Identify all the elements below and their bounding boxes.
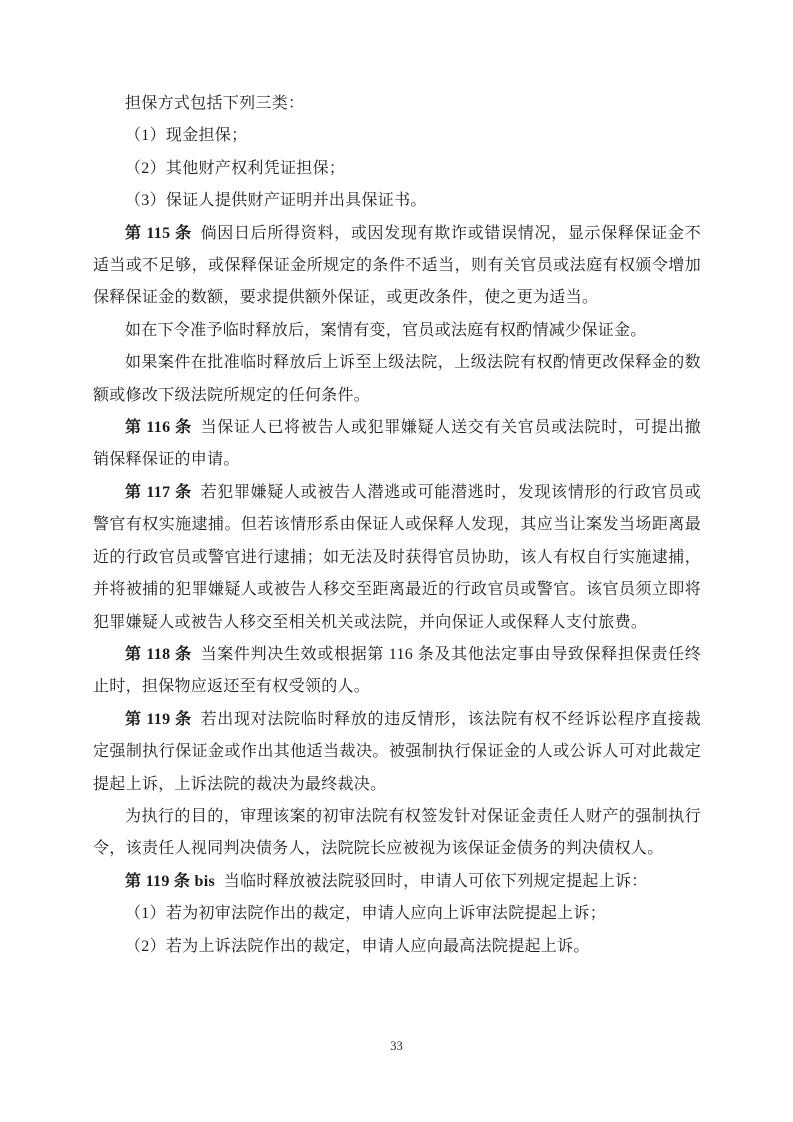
- paragraph: 如在下令准予临时释放后，案情有变，官员或法庭有权酌情减少保证金。: [125, 321, 647, 339]
- article-number: 第 116 条: [125, 419, 192, 437]
- article-text: 倘因日后所得资料，或因发现有欺诈或错误情况，显示保释保证金不适当或不足够，或保释保证金所规定的条件不适当，则有关官员或法庭有权颁令增加保释保证金的数额，要求提供额外保证，或更改条件，使之更为适当。: [93, 224, 701, 307]
- paragraph: （2）其他财产权利凭证担保；: [125, 159, 346, 177]
- paragraph: 担保方式包括下列三类：: [125, 95, 305, 112]
- article-text: 若出现对法院临时释放的违反情形，该法院有权不经诉讼程序直接裁定强制执行保证金或作出其他适当裁决。被强制执行保证金的人或公诉人可对此裁定提起上诉，上诉法院的裁决为最终裁决。: [93, 710, 701, 793]
- article-number: 第 118 条: [125, 645, 192, 663]
- paragraph: （1）若为初审法院作出的裁定，申请人应向上诉审法院提起上诉；: [125, 905, 607, 923]
- paragraph: （1）现金担保；: [125, 127, 248, 145]
- paragraph: （2）若为上诉法院作出的裁定，申请人应向最高法院提起上诉。: [125, 937, 590, 955]
- article-number: 第 117 条: [125, 483, 192, 501]
- article-paragraph: [93, 412, 701, 477]
- page-number: 33: [390, 1039, 403, 1053]
- article-text: 若犯罪嫌疑人或被告人潜逃或可能潜逃时，发现该情形的行政官员或警官有权实施逮捕。但若该情形系由保证人或保释人发现，其应当让案发当场距离最近的行政官员或警官进行逮捕；如无法及时获得官员协助，该人有权自行实施逮捕，并将被捕的犯罪嫌疑人或被告人移交至距离最近的行政官员或警官。该官员须立即将犯罪嫌疑人或被告人移交至相关机关或法院，并向保证人或保释人支付旅费。: [93, 483, 701, 631]
- article-paragraph: [93, 218, 701, 315]
- article-paragraph: [93, 704, 701, 801]
- article-number: 第 115 条: [125, 224, 192, 242]
- article-number: 第 119 条: [125, 710, 192, 728]
- paragraph: 为执行的目的，审理该案的初审法院有权签发针对保证金责任人财产的强制执行令，该责任人视同判决债务人，法院院长应被视为该保证金债务的判决债权人。: [93, 807, 701, 858]
- article-text: 当保证人已将被告人或犯罪嫌疑人送交有关官员或法院时，可提出撤销保释保证的申请。: [93, 419, 701, 469]
- article-paragraph: [93, 639, 701, 704]
- article-paragraph: [93, 866, 701, 898]
- paragraph: 如果案件在批准临时释放后上诉至上级法院，上级法院有权酌情更改保释金的数额或修改下级法院所规定的任何条件。: [93, 354, 701, 404]
- article-text: 当案件判决生效或根据第 116 条及其他法定事由导致保释担保责任终止时，担保物应返还至有权受领的人。: [93, 645, 702, 696]
- article-paragraph: [93, 477, 701, 639]
- document-body: [93, 88, 701, 963]
- article-text: 当临时释放被法院驳回时，申请人可依下列规定提起上诉：: [223, 872, 648, 890]
- article-number: 第 119 条 bis: [125, 872, 215, 890]
- paragraph: （3）保证人提供财产证明并出具保证书。: [125, 192, 427, 210]
